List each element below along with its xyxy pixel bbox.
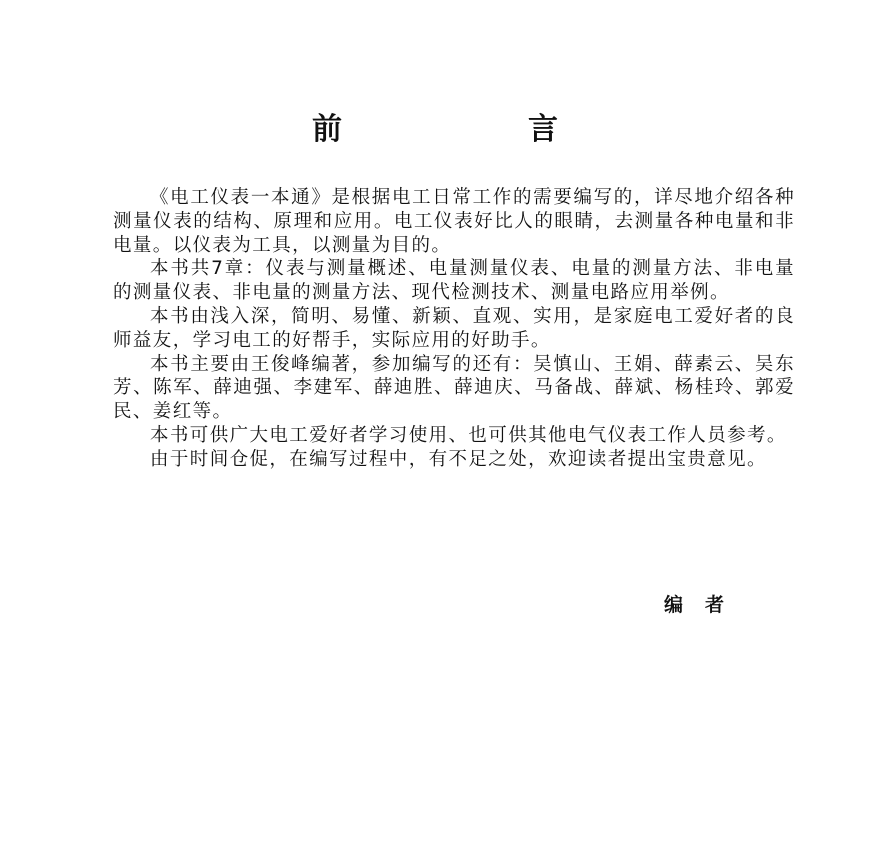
paragraph-features: 本书由浅入深，简明、易懂、新颖、直观、实用，是家庭电工爱好者的良师益友，学习电工的好帮手，实际应用的好助手。	[113, 305, 795, 351]
preface-body	[113, 186, 795, 472]
paragraph-feedback: 由于时间仓促，在编写过程中，有不足之处，欢迎读者提出宝贵意见。	[150, 448, 767, 470]
page-title: 前 言	[312, 112, 636, 147]
editor-signature: 编者	[664, 594, 747, 616]
paragraph-authors: 本书主要由王俊峰编著，参加编写的还有：吴慎山、王娟、薛素云、吴东芳、陈军、薛迪强、李建军、薛迪胜、薛迪庆、马备战、薛斌、杨桂玲、郭爱民、姜红等。	[113, 353, 795, 423]
paragraph-audience: 本书可供广大电工爱好者学习使用、也可供其他电气仪表工作人员参考。	[150, 424, 787, 446]
paragraph-intro: 《电工仪表一本通》是根据电工日常工作的需要编写的，详尽地介绍各种测量仪表的结构、原理和应用。电工仪表好比人的眼睛，去测量各种电量和非电量。以仪表为工具，以测量为目的。	[113, 187, 795, 256]
paragraph-chapters: 本书共7章：仪表与测量概述、电量测量仪表、电量的测量方法、非电量的测量仪表、非电量的测量方法、现代检测技术、测量电路应用举例。	[113, 258, 795, 304]
